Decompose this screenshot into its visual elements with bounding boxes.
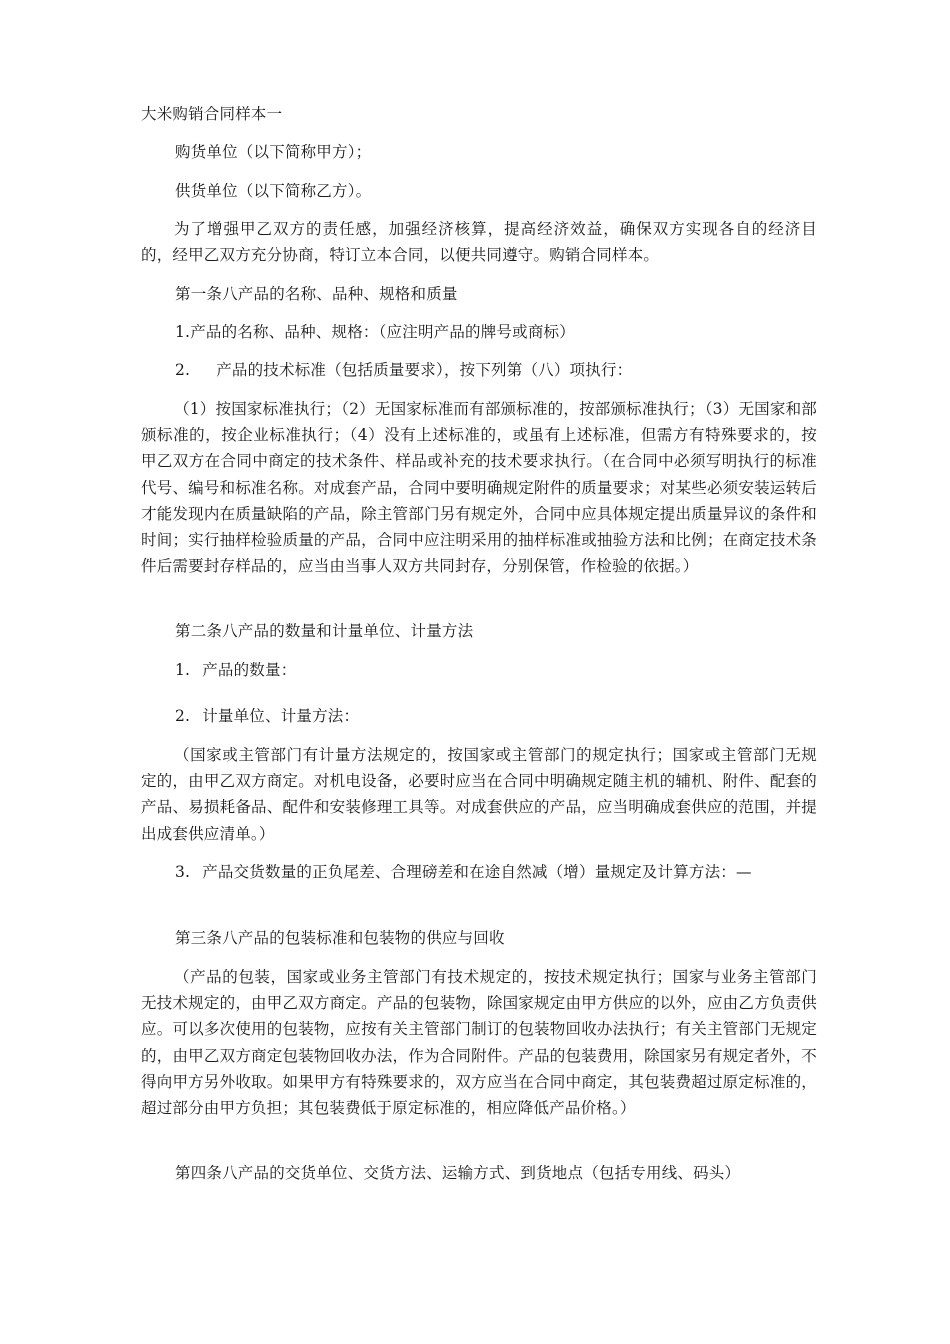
article4-heading: 第四条八产品的交货单位、交货方法、运输方式、到货地点（包括专用线、码头） <box>175 1164 741 1182</box>
article2-item2-text: 计量单位、计量方法： <box>202 707 360 725</box>
article2-item3-text: 产品交货数量的正负尾差、合理磅差和在途自然减（增）量规定及计算方法：— <box>202 863 752 881</box>
buyer-line: 购货单位（以下简称甲方）； <box>175 143 372 161</box>
article3-detail: （产品的包装，国家或业务主管部门有技术规定的，按技术规定执行；国家与业务主管部门无技术规定的，由甲乙双方商定。产品的包装物，除国家规定由甲方供应的以外，应由乙方负责供应。可以多次使用的包装物，应按有关主管部门制订的包装物回收办法执行；有关主管部门无规定的，由甲乙双方商定包装物回收办法，作为合同附件。产品的包装费用，除国家另有规定者外，不得向甲方另外收取。如果甲方有特殊要求的，双方应当在合同中商定，其包装费超过原定标准的，超过部分由甲方负担；其包装费低于原定标准的，相应降低产品价格。） <box>141 968 817 1118</box>
article1-item1: 1.产品的名称、品种、规格：（应注明产品的牌号或商标） <box>175 323 575 341</box>
seller-line: 供货单位（以下简称乙方）。 <box>175 182 372 200</box>
article2-item3 <box>175 859 752 885</box>
article1-heading: 第一条八产品的名称、品种、规格和质量 <box>175 285 458 303</box>
article2-item2 <box>175 703 359 729</box>
article2-item2-detail: （国家或主管部门有计量方法规定的，按国家或主管部门的规定执行；国家或主管部门无规定的，由甲乙双方商定。对机电设备，必要时应当在合同中明确规定随主机的辅机、附件、配套的产品、易损耗备品、配件和安装修理工具等。对成套供应的产品，应当明确成套供应的范围，并提出成套供应清单。） <box>141 746 817 843</box>
article2-item3-number: 3. <box>175 863 191 881</box>
article1-item2-number: 2. <box>175 361 191 379</box>
document-title: 大米购销合同样本一 <box>141 105 283 123</box>
article2-item2-number: 2. <box>175 707 191 725</box>
article1-item2 <box>175 357 632 383</box>
article3-heading: 第三条八产品的包装标准和包装物的供应与回收 <box>175 929 505 947</box>
article2-heading: 第二条八产品的数量和计量单位、计量方法 <box>175 622 474 640</box>
article2-item1-number: 1. <box>175 661 191 679</box>
article1-item2-detail: （1）按国家标准执行；（2）无国家标准而有部颁标准的，按部颁标准执行；（3）无国家和部颁标准的，按企业标准执行；（4）没有上述标准的，或虽有上述标准，但需方有特殊要求的，按甲乙双方在合同中商定的技术条件、样品或补充的技术要求执行。（在合同中必须写明执行的标准代号、编号和标准名称。对成套产品，合同中要明确规定附件的质量要求；对某些必须安装运转后才能发现内在质量缺陷的产品，除主管部门另有规定外，合同中应具体规定提出质量异议的条件和时间；实行抽样检验质量的产品，合同中应注明采用的抽样标准或抽验方法和比例；在商定技术条件后需要封存样品的，应当由当事人双方共同封存，分别保管，作检验的依据。） <box>141 400 817 576</box>
article1-item2-text: 产品的技术标准（包括质量要求），按下列第（八）项执行： <box>216 361 633 379</box>
article2-item1-text: 产品的数量： <box>202 661 297 679</box>
preamble-paragraph: 为了增强甲乙双方的责任感，加强经济核算，提高经济效益，确保双方实现各自的经济目的，经甲乙双方充分协商，特订立本合同，以便共同遵守。购销合同样本。 <box>141 220 817 265</box>
article2-item1 <box>175 657 296 683</box>
